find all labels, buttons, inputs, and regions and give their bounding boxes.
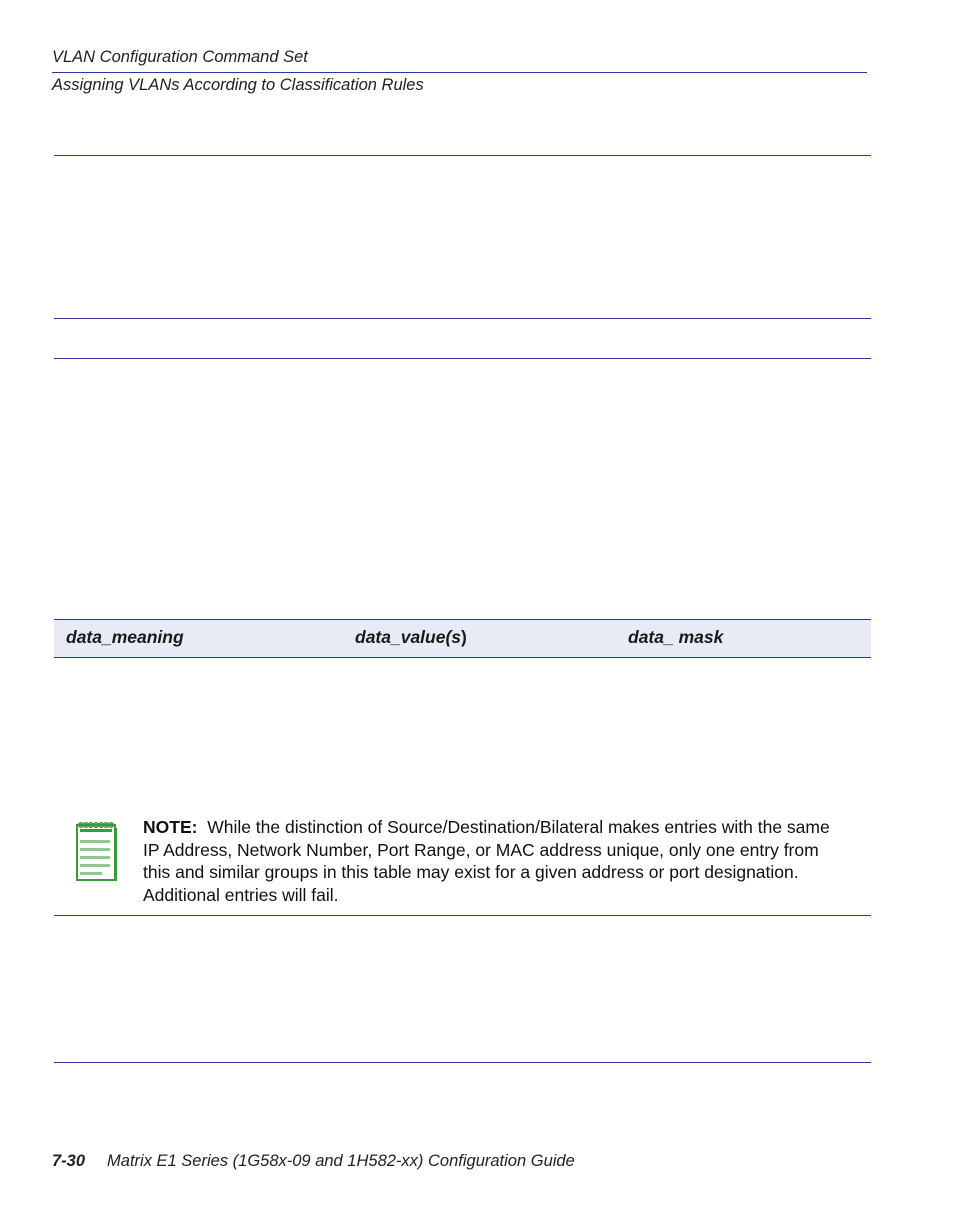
table-rule-3: [54, 358, 871, 359]
table-rule-1: [54, 155, 871, 156]
column-header-data-meaning: data_meaning: [66, 627, 184, 647]
table-rule-bottom: [54, 1062, 871, 1063]
running-header-section: Assigning VLANs According to Classification Rules: [52, 76, 424, 94]
note-bottom-rule: [54, 915, 871, 916]
column-header-data-values-suffix: ): [461, 627, 467, 647]
table-rule-2: [54, 318, 871, 319]
note-body: While the distinction of Source/Destination/Bilateral makes entries with the same IP Address, Network Number, Port Range, or MAC address unique, only one entry from this and similar groups in this table may exist for a given address or port designation. Additional entries will fail.: [143, 817, 830, 905]
column-header-data-values-accent: s: [451, 627, 462, 647]
column-header-data-values-prefix: data_value(: [355, 627, 452, 647]
header-rule: [52, 72, 867, 73]
column-header-data-mask: data_ mask: [628, 627, 724, 647]
page-footer: [52, 1152, 575, 1171]
page-number: 7-30: [52, 1152, 86, 1170]
guide-title: Matrix E1 Series (1G58x-09 and 1H582-xx) Configuration Guide: [107, 1152, 575, 1170]
column-header-data-values: [355, 627, 467, 648]
note-label: NOTE:: [143, 817, 198, 837]
notepad-icon: [75, 820, 117, 882]
note-paragraph: [143, 816, 843, 906]
table-header-row: [54, 619, 871, 658]
running-header-chapter: VLAN Configuration Command Set: [52, 48, 308, 66]
